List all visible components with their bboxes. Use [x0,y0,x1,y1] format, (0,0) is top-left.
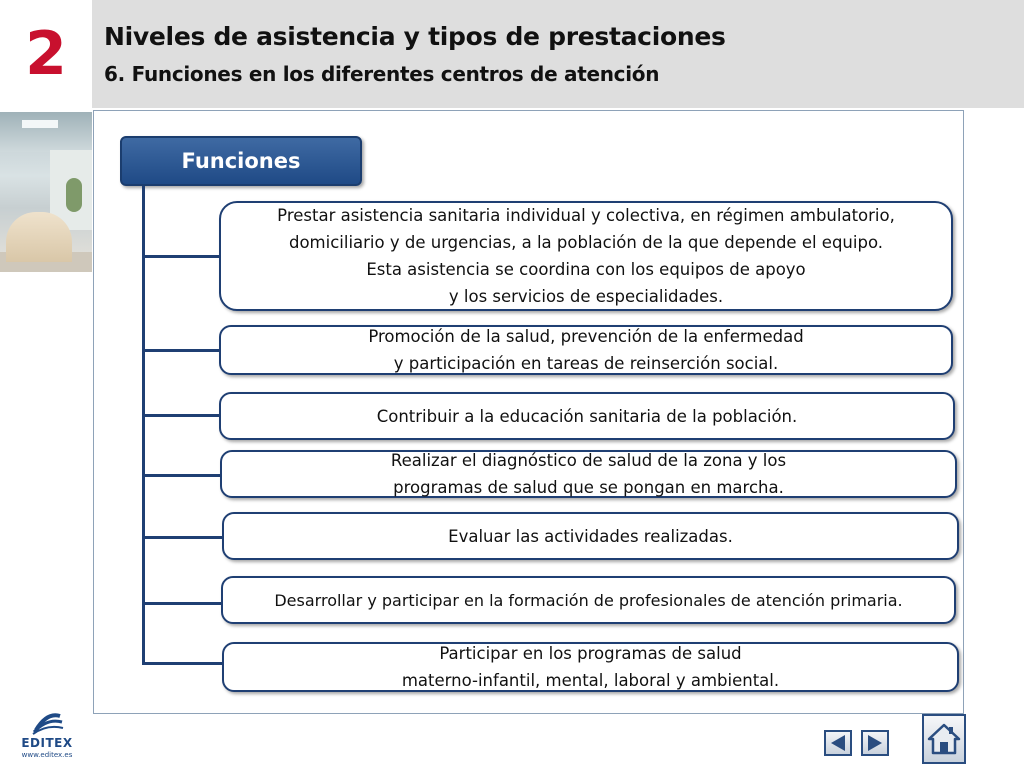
next-slide-button[interactable] [861,730,889,756]
logo-text: EDITEX [21,736,73,750]
tree-branch-line [142,414,222,417]
tree-branch-line [142,255,222,258]
header-band [92,0,1024,108]
previous-slide-button[interactable] [824,730,852,756]
prev-arrow-icon [828,734,848,752]
page-title: Niveles de asistencia y tipos de prestaciones [104,22,726,51]
function-item-evaluation: Evaluar las actividades realizadas. [222,512,959,560]
functions-root-node [120,136,362,186]
page-subtitle: 6. Funciones en los diferentes centros de atención [104,62,660,86]
logo-url: www.editex.es [21,751,73,759]
function-item-programs: Participar en los programas de salud materno-infantil, mental, laboral y ambiental. [222,642,959,692]
chapter-number: 2 [25,19,67,89]
editex-logo-icon [16,710,78,736]
home-button[interactable] [922,714,966,764]
tree-branch-line [142,602,222,605]
function-item-healthcare: Prestar asistencia sanitaria individual y colectiva, en régimen ambulatorio, domiciliario y de urgencias, a la población de la que depende el equipo. Esta asistencia se coordina con los equipos de apoyo y los servicios de especialidades. [219,201,953,311]
editex-logo [16,710,78,760]
function-item-promotion: Promoción de la salud, prevención de la enfermedad y participación en tareas de reinserción social. [219,325,953,375]
tree-branch-line [142,349,222,352]
tree-branch-line [142,474,222,477]
function-item-training: Desarrollar y participar en la formación de profesionales de atención primaria. [221,576,956,624]
home-icon [926,721,962,757]
chapter-badge [0,0,92,108]
tree-branch-line [142,536,222,539]
clinic-reception-photo [0,112,92,272]
function-item-education: Contribuir a la educación sanitaria de la población. [219,392,955,440]
function-item-diagnosis: Realizar el diagnóstico de salud de la zona y los programas de salud que se pongan en marcha. [220,450,957,498]
tree-branch-line [142,662,222,665]
next-arrow-icon [865,734,885,752]
functions-root-label: Funciones [181,149,301,173]
